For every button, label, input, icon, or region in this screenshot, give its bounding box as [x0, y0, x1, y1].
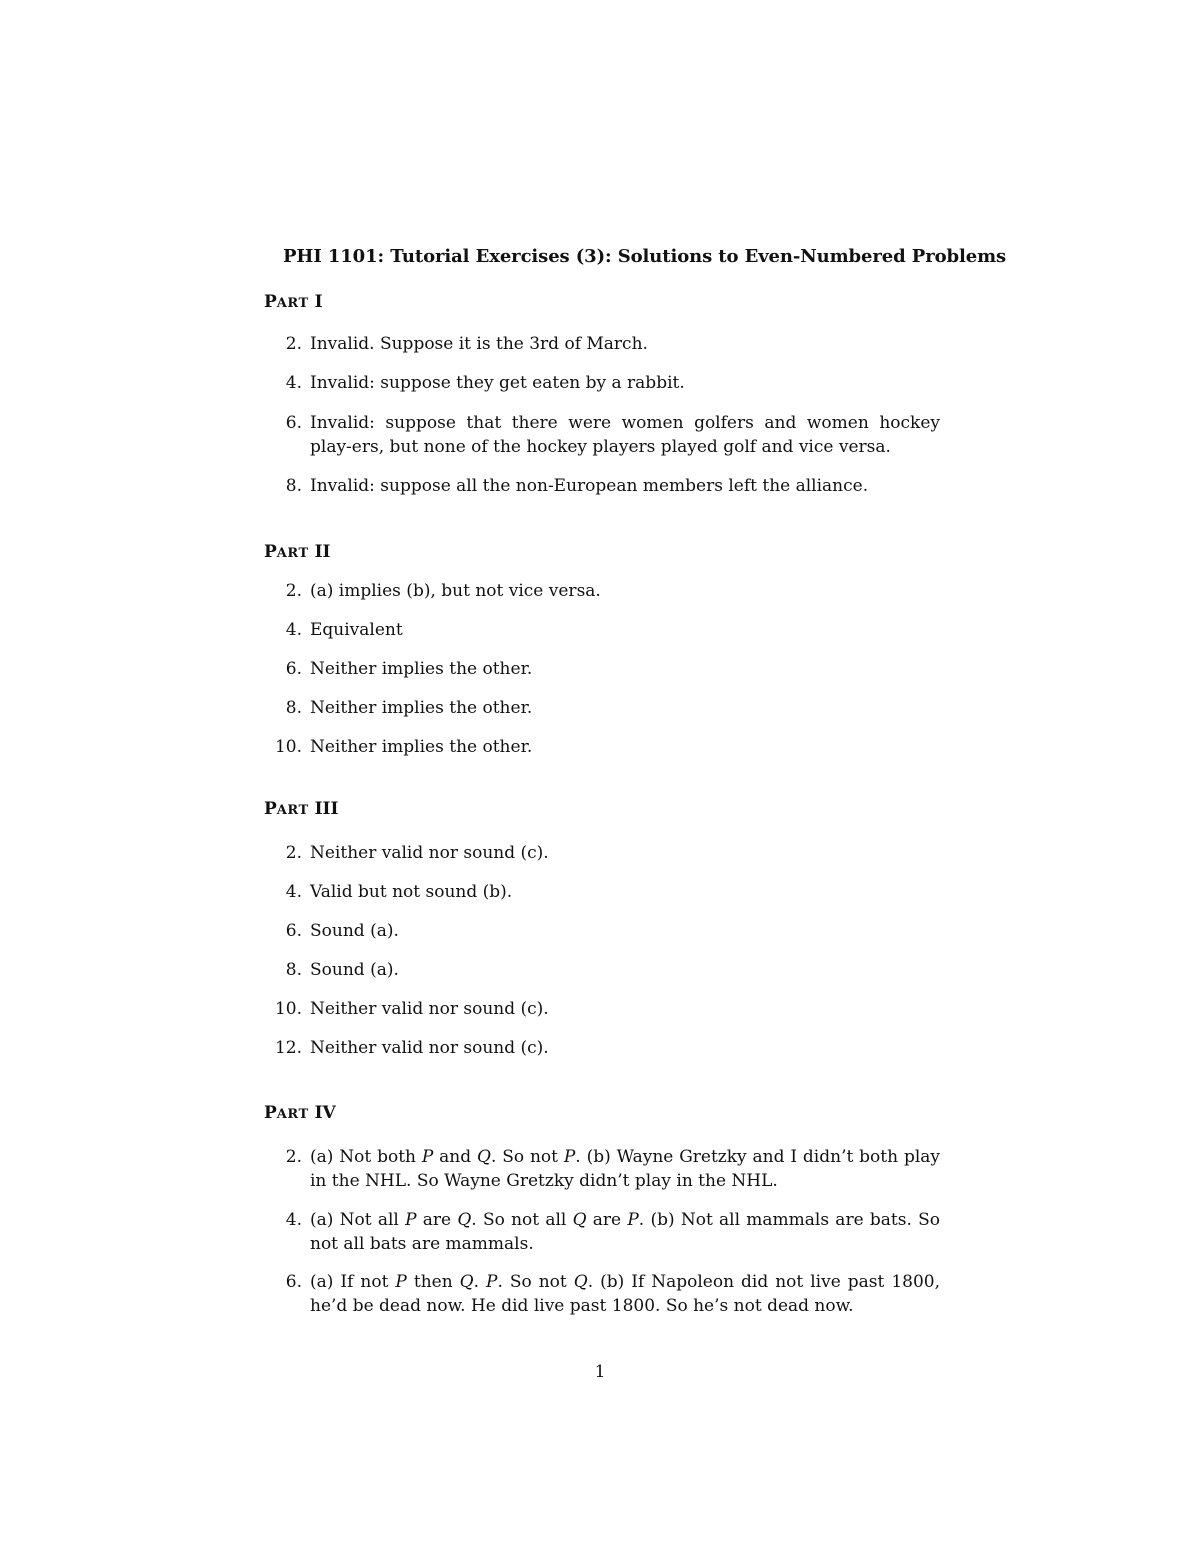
part-heading-initial: P [264, 542, 277, 562]
item-number: 8. [285, 698, 302, 718]
item-text: Neither valid nor sound (c). [310, 1038, 549, 1058]
item-text: Invalid: suppose they get eaten by a rabbit. [310, 373, 685, 393]
page-number: 1 [594, 1362, 606, 1382]
item-text: (a) Not all P are Q. So not all Q are P. (b) Not all mammals are bats. So not all bats are mammals. [310, 1210, 940, 1254]
part-heading-4 [264, 1103, 336, 1123]
item-text: Neither valid nor sound (c). [310, 843, 549, 863]
part-heading-2 [264, 542, 330, 562]
item-text: Equivalent [310, 620, 403, 640]
part-heading-numeral: II [314, 542, 331, 562]
item-number: 2. [285, 581, 302, 601]
item-number: 10. [274, 999, 302, 1019]
item-number: 6. [285, 659, 302, 679]
item-number: 4. [285, 1210, 302, 1230]
item-number: 12. [274, 1038, 302, 1058]
part-heading-rest: ART [276, 296, 309, 311]
item-number: 8. [285, 476, 302, 496]
part-heading-numeral: III [314, 799, 339, 819]
item-text: Neither implies the other. [310, 737, 533, 757]
part-heading-initial: P [264, 1103, 277, 1123]
item-text: Neither implies the other. [310, 659, 533, 679]
item-text: Valid but not sound (b). [310, 882, 513, 902]
item-number: 6. [285, 1272, 302, 1292]
part-heading-numeral: I [314, 292, 323, 312]
part-heading-rest: ART [276, 546, 309, 561]
page-title: PHI 1101: Tutorial Exercises (3): Solutions to Even-Numbered Problems [283, 246, 1007, 267]
part-heading-3 [264, 799, 338, 819]
item-text: Invalid. Suppose it is the 3rd of March. [310, 334, 648, 354]
item-text: (a) If not P then Q. P. So not Q. (b) If Napoleon did not live past 1800, he’d be dead now. He did live past 1800. So he’s not dead now. [310, 1272, 941, 1316]
item-text: (a) implies (b), but not vice versa. [310, 581, 601, 601]
item-number: 8. [285, 960, 302, 980]
part-heading-rest: ART [276, 1107, 309, 1122]
item-number: 6. [285, 413, 302, 433]
item-text: Invalid: suppose all the non-European members left the alliance. [310, 476, 869, 496]
item-number: 2. [285, 334, 302, 354]
part-heading-1 [264, 292, 323, 312]
item-text: Sound (a). [310, 921, 399, 941]
part-heading-rest: ART [276, 803, 309, 818]
part-heading-initial: P [264, 292, 277, 312]
item-text: Invalid: suppose that there were women golfers and women hockey play-ers, but none of the hockey players played golf and vice versa. [310, 413, 940, 457]
item-text: (a) Not both P and Q. So not P. (b) Wayne Gretzky and I didn’t both play in the NHL. So Wayne Gretzky didn’t play in the NHL. [310, 1147, 941, 1191]
item-number: 2. [285, 843, 302, 863]
item-number: 6. [285, 921, 302, 941]
item-number: 4. [285, 620, 302, 640]
item-number: 4. [285, 373, 302, 393]
item-text: Neither valid nor sound (c). [310, 999, 549, 1019]
part-heading-numeral: IV [314, 1103, 336, 1123]
item-text: Neither implies the other. [310, 698, 533, 718]
part-heading-initial: P [264, 799, 277, 819]
item-number: 2. [285, 1147, 302, 1167]
item-number: 4. [285, 882, 302, 902]
item-number: 10. [274, 737, 302, 757]
item-text: Sound (a). [310, 960, 399, 980]
